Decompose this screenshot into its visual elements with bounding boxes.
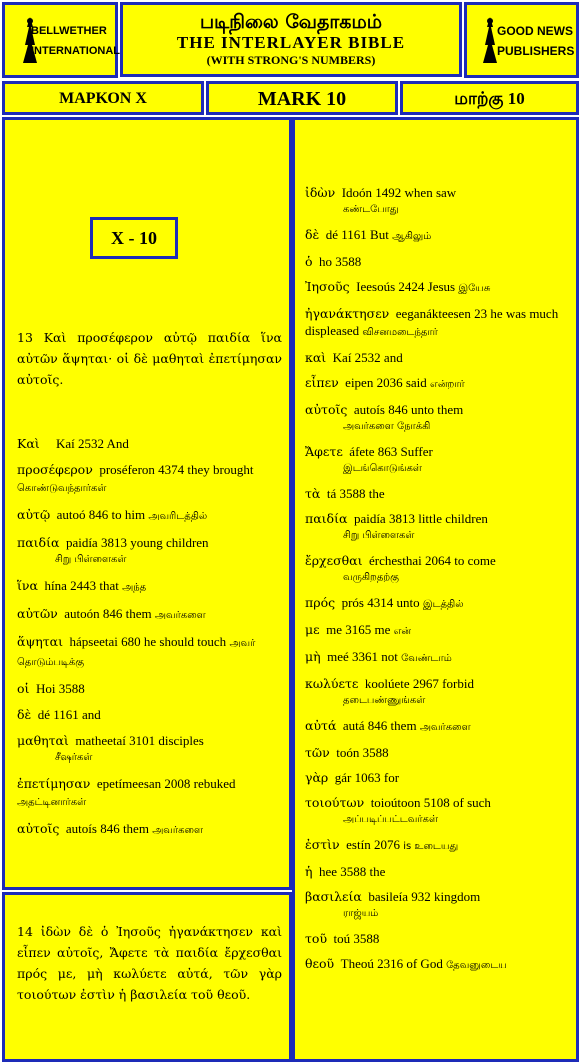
word-entry: ἐστὶν estín 2076 is உடையது bbox=[305, 837, 459, 852]
word-entry: καὶ Kaí 2532 and bbox=[305, 350, 403, 365]
word-entry: τοιούτων toioútoon 5108 of such அப்படிப்பட்டவர்கள் bbox=[305, 795, 491, 825]
word-entry: θεοῦ Theoú 2316 of God தேவனுடைய bbox=[305, 956, 507, 971]
word-entry: δὲ dé 1161 But ஆகிலும் bbox=[305, 227, 432, 242]
word-entry: ἡ hee 3588 the bbox=[305, 864, 386, 879]
right-entry-list bbox=[305, 184, 569, 982]
word-entry: μαθηταὶ matheetaí 3101 disciples சீஷர்கள் bbox=[17, 733, 204, 763]
word-entry: Ἰησοῦς Ieesoús 2424 Jesus இயேசு bbox=[305, 279, 491, 294]
left-panel-verse13 bbox=[2, 117, 292, 890]
word-entry: εἶπεν eipen 2036 said என்றார் bbox=[305, 375, 465, 390]
word-entry: αὐτοῖς autoís 846 them அவர்களை bbox=[17, 821, 203, 836]
word-entry: προσέφερον proséferon 4374 they brought கொண்டுவந்தார்கள் bbox=[17, 462, 254, 494]
word-entry: γὰρ gár 1063 for bbox=[305, 770, 400, 785]
word-entry: τοῦ toú 3588 bbox=[305, 931, 380, 946]
word-entry: Ἄφετε áfete 863 Suffer இடங்கொடுங்கள் bbox=[305, 444, 433, 474]
word-entry: αὐτῷ autoó 846 to him அவரிடத்தில் bbox=[17, 507, 208, 522]
word-entry: βασιλεία basileía 932 kingdom ராஜ்யம் bbox=[305, 889, 481, 919]
chapter-box: X - 10 bbox=[90, 217, 178, 259]
nav-english: MARK 10 bbox=[206, 81, 398, 115]
left-logo-box bbox=[2, 2, 121, 78]
right-panel-verse14-words bbox=[292, 117, 579, 1062]
nav-greek: ΜΑΡΚΟΝ Χ bbox=[2, 81, 204, 115]
verse-13-text: 13 Καὶ προσέφερον αὐτῷ παιδία ἵνα αὐτῶν ἅψηται· οἱ δὲ μαθηταὶ ἐπετίμησαν αὐτοῖς. bbox=[17, 330, 282, 387]
subtitle: (WITH STRONG'S NUMBERS) bbox=[206, 53, 376, 67]
word-entry: με me 3165 me என் bbox=[305, 622, 412, 637]
verse-14-text: 14 ἰδὼν δὲ ὁ Ἰησοῦς ἠγανάκτησεν καὶ εἶπεν αὐτοῖς, Ἄφετε τὰ παιδία ἔρχεσθαι πρός με, μὴ κωλύετε αὐτά, τῶν γὰρ τοιούτων ἐστὶν ἡ βασιλεία τοῦ θεοῦ. bbox=[17, 924, 282, 1002]
word-entry: οἱ Hoi 3588 bbox=[17, 681, 85, 696]
word-entry: μὴ meé 3361 not வேண்டாம் bbox=[305, 649, 452, 664]
word-entry: τὰ tá 3588 the bbox=[305, 486, 385, 501]
word-entry: ἰδὼν Idoón 1492 when saw கண்டபோது bbox=[305, 185, 457, 215]
nav-tamil: மாற்கு 10 bbox=[400, 81, 579, 115]
word-entry: κωλύετε koolúete 2967 forbid தடைபண்ணுங்கள் bbox=[305, 676, 474, 706]
word-entry: ἔρχεσθαι érchesthai 2064 to come வருகிறதற்கு bbox=[305, 553, 496, 583]
word-entry: αὐτά autá 846 them அவர்களை bbox=[305, 718, 471, 733]
word-entry: ὁ ho 3588 bbox=[305, 254, 362, 269]
left-logo-line1: BELLWETHER bbox=[31, 25, 107, 37]
word-entry: ἠγανάκτησεν eeganákteesen 23 he was much displeased விசனமடைந்தார் bbox=[305, 306, 559, 338]
left-entry-list bbox=[17, 435, 282, 848]
word-entry: ἅψηται hápseetai 680 he should touch அவர் தொடும்படிக்கு bbox=[17, 634, 256, 668]
word-entry: πρός prós 4314 unto இடத்தில் bbox=[305, 595, 464, 610]
right-logo-box bbox=[464, 2, 579, 78]
left-panel-verse14 bbox=[2, 892, 292, 1062]
title-tamil: படிநிலை வேதாகமம் bbox=[199, 11, 383, 33]
word-entry: ἐπετίμησαν epetímeesan 2008 rebuked அதட்டினார்கள் bbox=[17, 776, 236, 808]
left-logo-line2: INTERNATIONAL bbox=[31, 45, 121, 57]
header-title-box bbox=[120, 2, 462, 77]
word-entry: τῶν toón 3588 bbox=[305, 745, 389, 760]
word-entry: ἵνα hína 2443 that அந்த bbox=[17, 578, 147, 593]
title-english: THE INTERLAYER BIBLE bbox=[176, 33, 406, 52]
right-logo-line1: GOOD NEWS bbox=[497, 24, 574, 38]
word-entry: Καὶ Kaí 2532 And bbox=[17, 436, 129, 451]
word-entry: παιδία paidía 3813 young children சிறு பிள்ளைகள் bbox=[17, 535, 209, 565]
word-entry: παιδία paidía 3813 little children சிறு பிள்ளைகள் bbox=[305, 511, 488, 541]
word-entry: αὐτοῖς autoís 846 unto them அவர்களை நோக்கி bbox=[305, 402, 464, 432]
right-logo-line2: PUBLISHERS bbox=[497, 44, 575, 58]
word-entry: αὐτῶν autoón 846 them அவர்களை bbox=[17, 606, 206, 621]
word-entry: δὲ dé 1161 and bbox=[17, 707, 101, 722]
